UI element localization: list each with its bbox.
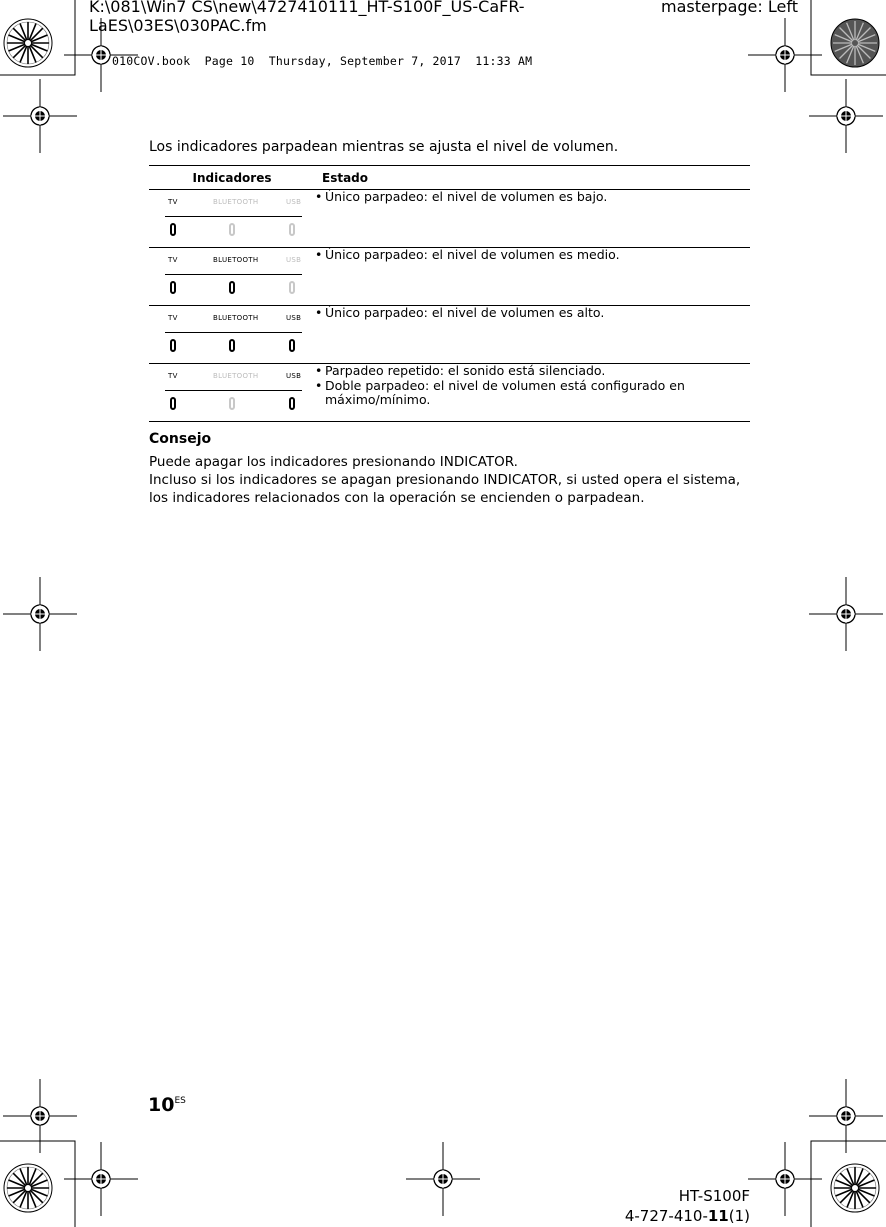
- tv-led-icon: [170, 223, 176, 236]
- state-item: • Parpadeo repetido: el sonido está silenciado.: [315, 364, 750, 379]
- usb-led-icon: [289, 397, 295, 410]
- part-bold: 11: [707, 1207, 729, 1225]
- intro-sentence: Los indicadores parpadean mientras se ajusta el nivel de volumen.: [149, 139, 619, 155]
- tv-led-icon: [170, 397, 176, 410]
- bluetooth-label: BLUETOOTH: [213, 256, 259, 264]
- state-item: • Único parpadeo: el nivel de volumen es alto.: [315, 306, 750, 321]
- table-row: [149, 248, 750, 306]
- tip-body: [149, 453, 753, 507]
- usb-label: USB: [286, 372, 302, 380]
- part-prefix: 4-727-410-: [624, 1207, 708, 1225]
- indicator-panel: [149, 190, 315, 247]
- state-item: • Único parpadeo: el nivel de volumen es medio.: [315, 248, 750, 263]
- indicator-panel: [149, 306, 315, 363]
- table-row: [149, 306, 750, 364]
- part-suffix: (1): [728, 1207, 750, 1225]
- header-state: Estado: [315, 166, 750, 190]
- tv-label: TV: [168, 198, 178, 206]
- bluetooth-led-icon: [229, 397, 235, 410]
- bluetooth-label: BLUETOOTH: [213, 372, 259, 380]
- file-path-line2: LaES\03ES\030PAC.fm: [89, 16, 267, 35]
- indicator-panel: [149, 248, 315, 305]
- divider: [165, 390, 302, 391]
- bluetooth-label: BLUETOOTH: [213, 198, 259, 206]
- usb-label: USB: [286, 198, 302, 206]
- table-row: [149, 364, 750, 422]
- header-indicators: Indicadores: [149, 166, 315, 190]
- divider: [165, 332, 302, 333]
- bluetooth-led-icon: [229, 223, 235, 236]
- tv-label: TV: [168, 314, 178, 322]
- divider: [165, 216, 302, 217]
- tv-label: TV: [168, 256, 178, 264]
- state-item: • Único parpadeo: el nivel de volumen es bajo.: [315, 190, 750, 205]
- bluetooth-led-icon: [229, 281, 235, 294]
- state-item: • Doble parpadeo: el nivel de volumen está configurado en máximo/mínimo.: [315, 379, 750, 408]
- bluetooth-label: BLUETOOTH: [213, 314, 259, 322]
- tip-title: Consejo: [149, 431, 212, 447]
- usb-label: USB: [286, 256, 302, 264]
- indicator-table: [149, 165, 750, 422]
- tv-led-icon: [170, 281, 176, 294]
- usb-led-icon: [289, 339, 295, 352]
- page-number: [148, 1094, 186, 1116]
- usb-led-icon: [289, 281, 295, 294]
- part-number: [600, 1207, 750, 1226]
- file-path-line1: K:\081\Win7 CS\new\4727410111_HT-S100F_US-CaFR-: [89, 0, 525, 16]
- tv-led-icon: [170, 339, 176, 352]
- masterpage-label: masterpage: Left: [661, 0, 798, 16]
- page-number-suffix: ES: [174, 1096, 186, 1106]
- indicator-panel: [149, 364, 315, 421]
- usb-label: USB: [286, 314, 302, 322]
- table-row: [149, 190, 750, 248]
- tip-line: Puede apagar los indicadores presionando INDICATOR.: [149, 454, 518, 470]
- page-number-value: 10: [148, 1094, 175, 1116]
- model-name: HT-S100F: [678, 1187, 750, 1205]
- file-path-header: [89, 0, 525, 35]
- usb-led-icon: [289, 223, 295, 236]
- divider: [165, 274, 302, 275]
- tv-label: TV: [168, 372, 178, 380]
- book-info-line: 010COV.book Page 10 Thursday, September 7, 2017 11:33 AM: [112, 54, 533, 68]
- tip-line: Incluso si los indicadores se apagan presionando INDICATOR, si usted opera el sistema, los indicadores relacionados con la operación se encienden o parpadean.: [149, 472, 741, 506]
- bluetooth-led-icon: [229, 339, 235, 352]
